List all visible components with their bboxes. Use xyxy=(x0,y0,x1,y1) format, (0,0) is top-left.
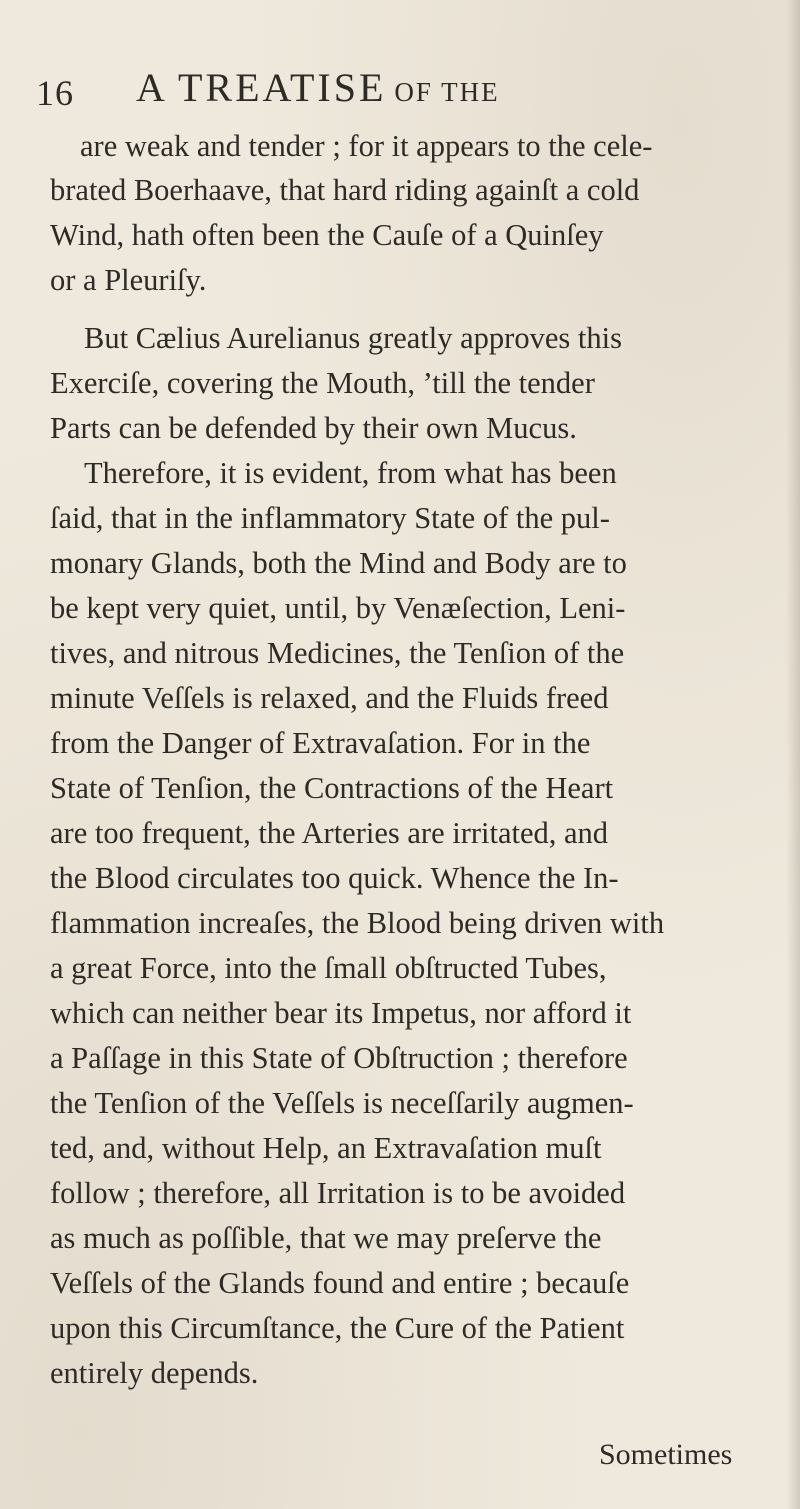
text-line: ſaid, that in the inflammatory State of the pul- xyxy=(50,501,610,535)
text-line: from the Danger of Extravaſation. For in the xyxy=(50,726,591,760)
catchword: Sometimes xyxy=(599,1438,733,1471)
text-line: a Paſſage in this State of Obſtruction ; therefore xyxy=(50,1041,628,1075)
text-line: be kept very quiet, until, by Venæſection, Leni- xyxy=(50,591,626,625)
text-line: minute Veſſels is relaxed, and the Fluids freed xyxy=(50,681,609,715)
page-edge-shadow xyxy=(786,0,800,1509)
text-line: Veſſels of the Glands found and entire ; becauſe xyxy=(50,1266,630,1300)
running-head xyxy=(136,64,500,111)
text-line: monary Glands, both the Mind and Body are to xyxy=(50,546,627,580)
text-line: Parts can be defended by their own Mucus. xyxy=(50,411,577,445)
text-line: But Cælius Aurelianus greatly approves this xyxy=(84,321,622,355)
text-line: brated Boerhaave, that hard riding againſt a cold xyxy=(50,173,640,207)
text-line: the Blood circulates too quick. Whence the In- xyxy=(50,861,619,895)
text-line: upon this Circumſtance, the Cure of the Patient xyxy=(50,1311,625,1345)
text-line: the Tenſion of the Veſſels is neceſſarily augmen- xyxy=(50,1086,634,1120)
text-line: are too frequent, the Arteries are irritated, and xyxy=(50,816,609,850)
text-line: or a Pleuriſy. xyxy=(50,263,207,297)
text-line: entirely depends. xyxy=(50,1356,259,1390)
text-line: tives, and nitrous Medicines, the Tenſion of the xyxy=(50,636,625,670)
running-head-suffix: OF THE xyxy=(394,77,500,107)
running-head-title: A TREATISE xyxy=(136,65,387,110)
text-line: which can neither bear its Impetus, nor afford it xyxy=(50,996,632,1030)
text-line: Wind, hath often been the Cauſe of a Quinſey xyxy=(50,218,604,252)
text-line: ted, and, without Help, an Extravaſation muſt xyxy=(50,1131,602,1165)
text-line: as much as poſſible, that we may preſerve the xyxy=(50,1221,602,1255)
page-number: 16 xyxy=(36,73,74,113)
text-line: State of Tenſion, the Contractions of the Heart xyxy=(50,771,614,805)
page-header xyxy=(36,64,756,122)
text-line: a great Force, into the ſmall obſtructed Tubes, xyxy=(50,951,607,985)
text-line: flammation increaſes, the Blood being driven with xyxy=(50,906,665,940)
text-line: follow ; therefore, all Irritation is to be avoided xyxy=(50,1176,626,1210)
text-line: Therefore, it is evident, from what has been xyxy=(84,456,617,490)
text-line: Exerciſe, covering the Mouth, ’till the tender xyxy=(50,366,595,400)
text-line: are weak and tender ; for it appears to the cele- xyxy=(80,129,653,163)
